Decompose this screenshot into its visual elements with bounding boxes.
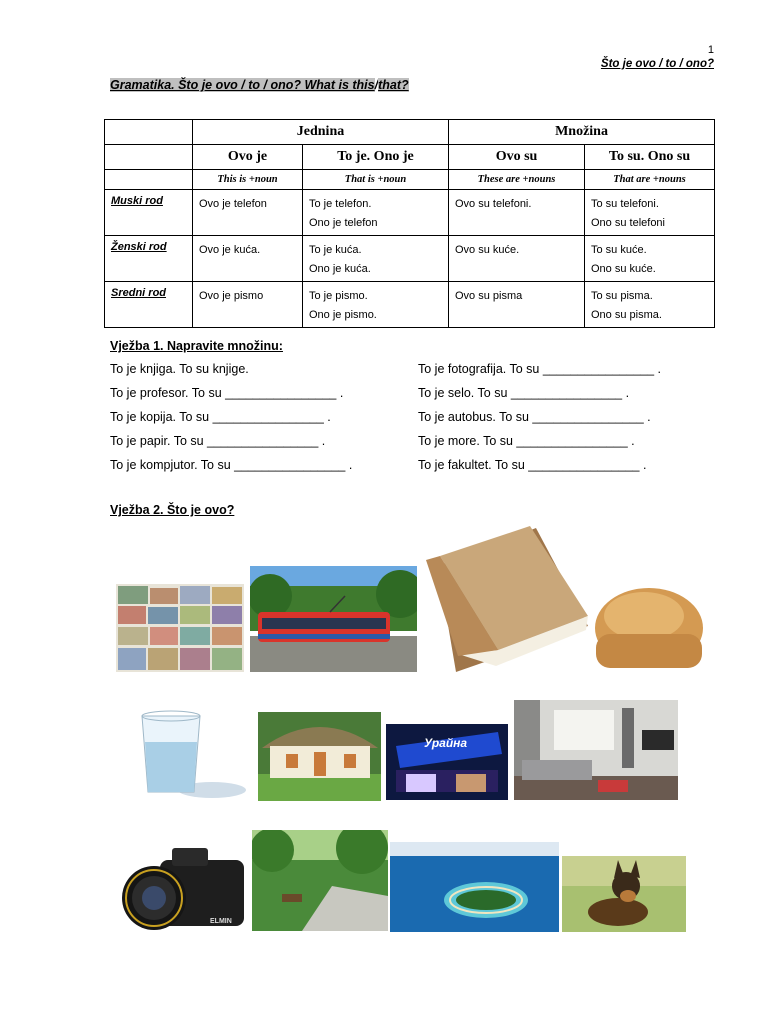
exercise-line: To je autobus. To su ________________ . bbox=[418, 410, 651, 424]
park-photo bbox=[252, 830, 388, 931]
title-main: Gramatika. Što je ovo / to / ono? What is this bbox=[110, 78, 375, 92]
cell-line: To je kuća. bbox=[309, 244, 362, 256]
book-photo bbox=[418, 526, 590, 672]
title-slash: / bbox=[374, 78, 379, 92]
cell-line: Ovo su kuće. bbox=[455, 244, 520, 256]
table-cell bbox=[585, 190, 715, 236]
group-header-plural: Množina bbox=[449, 120, 715, 145]
col-header: Ovo su bbox=[449, 145, 585, 170]
building-sign-text: Урайна bbox=[424, 736, 468, 750]
table-cell bbox=[193, 282, 303, 328]
col-header: To su. Ono su bbox=[585, 145, 715, 170]
table-cell bbox=[193, 236, 303, 282]
exercise-line: To je fotografija. To su ________________ . bbox=[418, 362, 662, 376]
running-header: Što je ovo / to / ono? bbox=[600, 58, 714, 70]
island-photo bbox=[390, 842, 559, 932]
camera-photo bbox=[120, 840, 248, 932]
row-label: Sredni rod bbox=[105, 282, 193, 328]
table-cell bbox=[303, 190, 449, 236]
living-room-photo bbox=[514, 700, 678, 800]
col-subheader: These are +nouns bbox=[449, 170, 585, 190]
table-cell bbox=[585, 282, 715, 328]
cell-line: Ono je telefon bbox=[309, 217, 378, 229]
exercise-line: To je kompjutor. To su ________________ . bbox=[110, 458, 353, 472]
exercise1-title: Vježba 1. Napravite množinu: bbox=[110, 339, 283, 353]
building-sign-photo bbox=[386, 724, 508, 800]
exercise2-title: Vježba 2. Što je ovo? bbox=[110, 503, 235, 517]
table-row bbox=[105, 282, 715, 328]
group-header-singular: Jednina bbox=[193, 120, 449, 145]
col-subheader: That are +nouns bbox=[585, 170, 715, 190]
exercise-line: To je more. To su ________________ . bbox=[418, 434, 635, 448]
page-title bbox=[110, 78, 409, 92]
cell-line: To je telefon. bbox=[309, 198, 372, 210]
exercise-line: To je knjiga. To su knjige. bbox=[110, 362, 249, 376]
table-cell bbox=[449, 282, 585, 328]
cell-line: Ono su pisma. bbox=[591, 309, 662, 321]
table-cell bbox=[303, 282, 449, 328]
water-glass-photo bbox=[136, 708, 252, 800]
corner-cell bbox=[105, 120, 193, 145]
table-cell bbox=[449, 190, 585, 236]
title-that: that? bbox=[378, 78, 409, 92]
cell-line: Ovo je kuća. bbox=[199, 244, 261, 256]
cell-line: To su kuće. bbox=[591, 244, 647, 256]
table-cell bbox=[585, 236, 715, 282]
table-row bbox=[105, 236, 715, 282]
exercise-line: To je fakultet. To su ________________ . bbox=[418, 458, 647, 472]
cell-line: To su telefoni. bbox=[591, 198, 659, 210]
cell-line: Ovo su pisma bbox=[455, 290, 523, 302]
col-header: To je. Ono je bbox=[303, 145, 449, 170]
cell-line: Ono je kuća. bbox=[309, 263, 371, 275]
exercise-line: To je papir. To su ________________ . bbox=[110, 434, 326, 448]
col-subheader: This is +noun bbox=[193, 170, 303, 190]
cottage-photo bbox=[258, 712, 381, 801]
grammar-table bbox=[104, 119, 715, 328]
cell-line: To je pismo. bbox=[309, 290, 368, 302]
blank-cell bbox=[105, 145, 193, 170]
dog-photo bbox=[562, 856, 686, 932]
exercise-line: To je profesor. To su ________________ . bbox=[110, 386, 344, 400]
blank-cell bbox=[105, 170, 193, 190]
table-cell bbox=[303, 236, 449, 282]
page-number: 1 bbox=[707, 44, 714, 56]
col-subheader: That is +noun bbox=[303, 170, 449, 190]
cell-line: To su pisma. bbox=[591, 290, 653, 302]
table-cell bbox=[193, 190, 303, 236]
cell-line: Ovo je telefon bbox=[199, 198, 267, 210]
cell-line: Ono su telefoni bbox=[591, 217, 665, 229]
col-header: Ovo je bbox=[193, 145, 303, 170]
cell-line: Ovo su telefoni. bbox=[455, 198, 532, 210]
cell-line: Ono je pismo. bbox=[309, 309, 377, 321]
cell-line: Ovo je pismo bbox=[199, 290, 264, 302]
exercise-line: To je selo. To su ________________ . bbox=[418, 386, 630, 400]
table-row bbox=[105, 190, 715, 236]
banknotes-photo bbox=[116, 584, 244, 672]
bread-photo bbox=[592, 578, 706, 672]
table-cell bbox=[449, 236, 585, 282]
camera-brand: ELMIN bbox=[210, 918, 232, 925]
cell-line: Ono su kuće. bbox=[591, 263, 656, 275]
row-label: Ženski rod bbox=[105, 236, 193, 282]
row-label: Muski rod bbox=[105, 190, 193, 236]
exercise-line: To je kopija. To su ________________ . bbox=[110, 410, 331, 424]
tram-photo bbox=[250, 566, 417, 672]
